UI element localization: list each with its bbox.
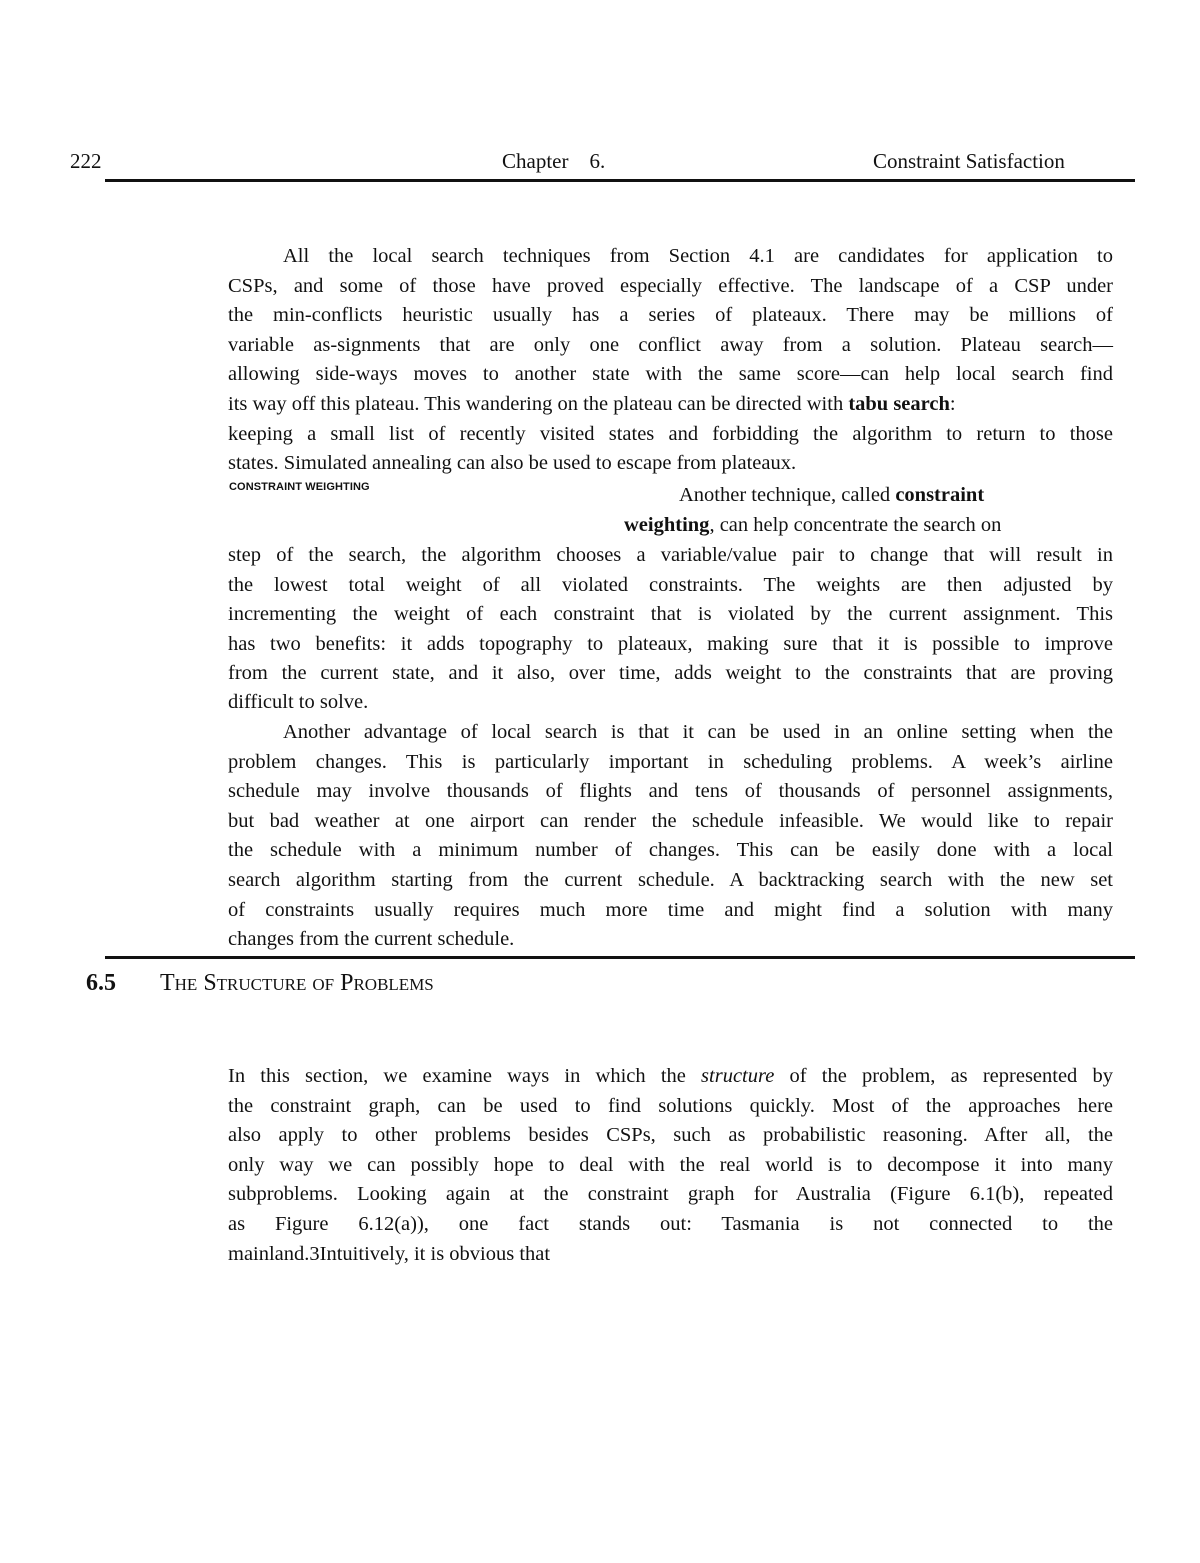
text-line: search algorithm starting from the current schedule. A backtracking search with the new set [228, 869, 1113, 891]
header-rule [105, 179, 1135, 182]
section-number: 6.5 [86, 970, 116, 996]
text-line: allowing side-ways moves to another state with the same score—can help local search find [228, 363, 1113, 385]
text-run: its way off this plateau. This wandering on the plateau can be directed with [228, 393, 849, 415]
text-line: has two benefits: it adds topography to plateaux, making sure that it is possible to improve [228, 633, 1113, 655]
text-line: problem changes. This is particularly important in scheduling problems. A week’s airline [228, 751, 1113, 773]
text-line: All the local search techniques from Section 4.1 are candidates for application to [283, 245, 1113, 267]
text-line: variable as-signments that are only one conflict away from a solution. Plateau search— [228, 334, 1113, 356]
term-weighting: weighting [624, 514, 710, 536]
text-line [624, 511, 1094, 541]
text-line: keeping a small list of recently visited states and forbidding the algorithm to return to those [228, 423, 1113, 445]
text-line: of constraints usually requires much more time and might find a solution with many [228, 899, 1113, 921]
term-tabu-search: tabu search [848, 393, 950, 415]
text-line [679, 481, 1079, 511]
text-line: incrementing the weight of each constraint that is violated by the current assignment. This [228, 603, 1113, 625]
text-line: the schedule with a minimum number of changes. This can be easily done with a local [228, 839, 1113, 861]
text-run: : [949, 393, 956, 415]
text-line: from the current state, and it also, over time, adds weight to the constraints that are proving [228, 662, 1113, 684]
text-line: but bad weather at one airport can render the schedule infeasible. We would like to repair [228, 810, 1113, 832]
text-line [228, 1062, 1113, 1092]
text-line: the min-conflicts heuristic usually has a series of plateaux. There may be millions of [228, 304, 1113, 326]
text-line: only way we can possibly hope to deal with the real world is to decompose it into many [228, 1154, 1113, 1176]
text-run: of the problem, as represented by [774, 1065, 1113, 1087]
section-title: The Structure of Problems [160, 970, 434, 996]
text-line: states. Simulated annealing can also be used to escape from plateaux. [228, 452, 797, 474]
section-rule [105, 956, 1135, 959]
running-title: Constraint Satisfaction [873, 149, 1065, 173]
text-line: subproblems. Looking again at the constraint graph for Australia (Figure 6.1(b), repeated [228, 1183, 1113, 1205]
text-line: step of the search, the algorithm chooses a variable/value pair to change that will result in [228, 544, 1113, 566]
text-line: the constraint graph, can be used to find solutions quickly. Most of the approaches here [228, 1095, 1113, 1117]
emphasis-structure: structure [701, 1065, 775, 1087]
text-line: as Figure 6.12(a)), one fact stands out: Tasmania is not connected to the [228, 1213, 1113, 1235]
text-line: schedule may involve thousands of flights and tens of thousands of personnel assignments, [228, 780, 1113, 802]
text-line: changes from the current schedule. [228, 928, 515, 950]
text-line [228, 390, 1113, 420]
text-run: Another technique, called [679, 484, 896, 506]
text-run: In this section, we examine ways in which the [228, 1065, 702, 1087]
text-line: Another advantage of local search is that it can be used in an online setting when the [283, 721, 1113, 743]
text-line: difficult to solve. [228, 691, 369, 713]
term-constraint: constraint [895, 484, 985, 506]
running-chapter: Chapter 6. [502, 149, 606, 173]
margin-note: CONSTRAINT WEIGHTING [229, 481, 370, 493]
text-line: mainland.3Intuitively, it is obvious that [228, 1243, 551, 1265]
text-line: the lowest total weight of all violated constraints. The weights are then adjusted by [228, 574, 1113, 596]
page-number: 222 [70, 149, 102, 173]
text-line: also apply to other problems besides CSPs, such as probabilistic reasoning. After all, the [228, 1124, 1113, 1146]
text-run: , can help concentrate the search on [709, 514, 1002, 536]
text-line: CSPs, and some of those have proved especially effective. The landscape of a CSP under [228, 275, 1113, 297]
